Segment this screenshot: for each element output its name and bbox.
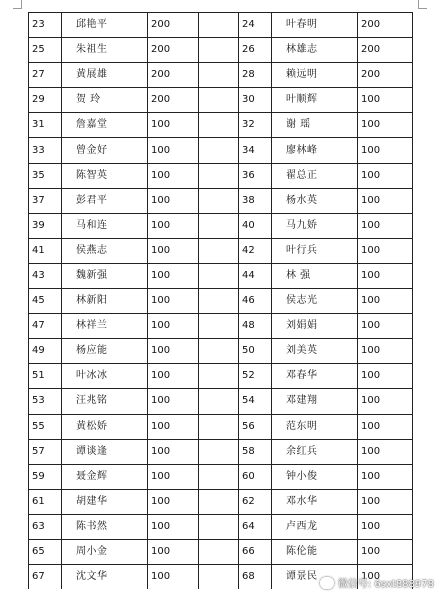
blank-cell [199, 63, 239, 88]
blank-cell [199, 263, 239, 288]
right-name-cell: 范东明 [272, 414, 358, 439]
left-name-cell: 詹嘉堂 [62, 113, 148, 138]
left-amount-cell: 200 [148, 88, 199, 113]
left-number-cell: 25 [29, 38, 62, 63]
right-name-cell: 陈伦能 [272, 539, 358, 564]
right-amount-cell: 100 [358, 88, 413, 113]
right-number-cell: 42 [239, 238, 272, 263]
left-name-cell: 沈文华 [62, 565, 148, 590]
left-amount-cell: 100 [148, 539, 199, 564]
left-amount-cell: 100 [148, 314, 199, 339]
right-name-cell: 杨水英 [272, 188, 358, 213]
right-number-cell: 34 [239, 138, 272, 163]
table-row [29, 138, 413, 163]
right-amount-cell: 100 [358, 464, 413, 489]
right-amount-cell: 100 [358, 289, 413, 314]
left-amount-cell: 100 [148, 238, 199, 263]
table-row [29, 263, 413, 288]
right-name-cell: 刘美英 [272, 339, 358, 364]
left-amount-cell: 100 [148, 113, 199, 138]
blank-cell [199, 238, 239, 263]
table-row [29, 38, 413, 63]
right-number-cell: 58 [239, 439, 272, 464]
right-number-cell: 60 [239, 464, 272, 489]
table-row [29, 539, 413, 564]
left-name-cell: 马和连 [62, 213, 148, 238]
wechat-icon [320, 577, 334, 589]
right-amount-cell: 100 [358, 238, 413, 263]
right-name-cell: 邓建翔 [272, 389, 358, 414]
left-amount-cell: 100 [148, 464, 199, 489]
right-amount-cell: 100 [358, 188, 413, 213]
left-name-cell: 黄展雄 [62, 63, 148, 88]
right-amount-cell: 200 [358, 13, 413, 38]
table-row [29, 88, 413, 113]
right-number-cell: 44 [239, 263, 272, 288]
blank-cell [199, 113, 239, 138]
left-amount-cell: 100 [148, 339, 199, 364]
left-amount-cell: 100 [148, 514, 199, 539]
left-name-cell: 杨应能 [62, 339, 148, 364]
left-number-cell: 67 [29, 565, 62, 590]
watermark-text: 微信号: 6sxt888978 [337, 579, 434, 590]
right-number-cell: 32 [239, 113, 272, 138]
table-row [29, 364, 413, 389]
right-number-cell: 62 [239, 489, 272, 514]
left-number-cell: 49 [29, 339, 62, 364]
blank-cell [199, 188, 239, 213]
donation-table [28, 12, 413, 589]
left-number-cell: 45 [29, 289, 62, 314]
left-number-cell: 59 [29, 464, 62, 489]
right-name-cell: 谭景民 [272, 565, 358, 590]
page-corner-mark-right [418, 0, 427, 9]
blank-cell [199, 464, 239, 489]
left-name-cell: 叶冰冰 [62, 364, 148, 389]
left-name-cell: 林祥兰 [62, 314, 148, 339]
right-amount-cell: 100 [358, 539, 413, 564]
blank-cell [199, 489, 239, 514]
table-row [29, 289, 413, 314]
blank-cell [199, 289, 239, 314]
right-name-cell: 廖林峰 [272, 138, 358, 163]
right-name-cell: 谢 瑶 [272, 113, 358, 138]
right-number-cell: 40 [239, 213, 272, 238]
right-number-cell: 48 [239, 314, 272, 339]
table-row [29, 514, 413, 539]
right-name-cell: 翟总正 [272, 163, 358, 188]
left-number-cell: 27 [29, 63, 62, 88]
table-row [29, 238, 413, 263]
right-name-cell: 赖远明 [272, 63, 358, 88]
table-row [29, 163, 413, 188]
left-amount-cell: 100 [148, 439, 199, 464]
right-name-cell: 林 强 [272, 263, 358, 288]
left-number-cell: 35 [29, 163, 62, 188]
right-number-cell: 24 [239, 13, 272, 38]
right-number-cell: 36 [239, 163, 272, 188]
left-name-cell: 林新阳 [62, 289, 148, 314]
table-row [29, 13, 413, 38]
left-name-cell: 贺 玲 [62, 88, 148, 113]
left-amount-cell: 100 [148, 414, 199, 439]
right-name-cell: 林雄志 [272, 38, 358, 63]
left-number-cell: 57 [29, 439, 62, 464]
right-number-cell: 64 [239, 514, 272, 539]
table-row [29, 464, 413, 489]
left-number-cell: 65 [29, 539, 62, 564]
right-number-cell: 30 [239, 88, 272, 113]
left-number-cell: 39 [29, 213, 62, 238]
right-name-cell: 钟小俊 [272, 464, 358, 489]
table-row [29, 439, 413, 464]
left-name-cell: 侯燕志 [62, 238, 148, 263]
table-body [29, 13, 413, 590]
left-name-cell: 陈智英 [62, 163, 148, 188]
left-name-cell: 聂金辉 [62, 464, 148, 489]
left-number-cell: 53 [29, 389, 62, 414]
right-amount-cell: 100 [358, 138, 413, 163]
right-amount-cell: 100 [358, 389, 413, 414]
left-amount-cell: 100 [148, 263, 199, 288]
watermark [320, 575, 434, 590]
left-name-cell: 彭君平 [62, 188, 148, 213]
blank-cell [199, 13, 239, 38]
left-amount-cell: 100 [148, 289, 199, 314]
right-amount-cell: 100 [358, 213, 413, 238]
right-amount-cell: 100 [358, 113, 413, 138]
right-number-cell: 52 [239, 364, 272, 389]
left-amount-cell: 100 [148, 163, 199, 188]
blank-cell [199, 339, 239, 364]
left-number-cell: 47 [29, 314, 62, 339]
blank-cell [199, 414, 239, 439]
left-number-cell: 29 [29, 88, 62, 113]
blank-cell [199, 514, 239, 539]
right-name-cell: 余红兵 [272, 439, 358, 464]
left-number-cell: 61 [29, 489, 62, 514]
left-number-cell: 23 [29, 13, 62, 38]
blank-cell [199, 163, 239, 188]
blank-cell [199, 88, 239, 113]
left-number-cell: 31 [29, 113, 62, 138]
right-amount-cell: 200 [358, 38, 413, 63]
left-number-cell: 43 [29, 263, 62, 288]
table-row [29, 314, 413, 339]
blank-cell [199, 565, 239, 590]
blank-cell [199, 138, 239, 163]
right-number-cell: 50 [239, 339, 272, 364]
right-amount-cell: 100 [358, 364, 413, 389]
left-amount-cell: 100 [148, 188, 199, 213]
blank-cell [199, 439, 239, 464]
right-amount-cell: 100 [358, 439, 413, 464]
table-row [29, 339, 413, 364]
right-name-cell: 侯志光 [272, 289, 358, 314]
right-amount-cell: 100 [358, 163, 413, 188]
right-amount-cell: 100 [358, 489, 413, 514]
page-corner-mark-left [13, 0, 22, 9]
right-name-cell: 马九娇 [272, 213, 358, 238]
table-row [29, 389, 413, 414]
left-amount-cell: 100 [148, 565, 199, 590]
left-amount-cell: 100 [148, 364, 199, 389]
table-row [29, 63, 413, 88]
right-amount-cell: 200 [358, 63, 413, 88]
table-row [29, 188, 413, 213]
left-name-cell: 谭谈逢 [62, 439, 148, 464]
left-number-cell: 51 [29, 364, 62, 389]
right-name-cell: 叶春明 [272, 13, 358, 38]
left-number-cell: 33 [29, 138, 62, 163]
left-name-cell: 黄松娇 [62, 414, 148, 439]
right-amount-cell: 100 [358, 565, 413, 590]
left-number-cell: 63 [29, 514, 62, 539]
table-row [29, 414, 413, 439]
right-name-cell: 邓春华 [272, 364, 358, 389]
right-number-cell: 68 [239, 565, 272, 590]
table-row [29, 113, 413, 138]
left-name-cell: 魏新强 [62, 263, 148, 288]
right-amount-cell: 100 [358, 339, 413, 364]
left-amount-cell: 200 [148, 38, 199, 63]
blank-cell [199, 539, 239, 564]
table-row [29, 489, 413, 514]
right-number-cell: 26 [239, 38, 272, 63]
left-name-cell: 汪兆铭 [62, 389, 148, 414]
right-amount-cell: 100 [358, 514, 413, 539]
left-number-cell: 55 [29, 414, 62, 439]
right-name-cell: 叶行兵 [272, 238, 358, 263]
right-amount-cell: 100 [358, 314, 413, 339]
blank-cell [199, 364, 239, 389]
left-name-cell: 陈书然 [62, 514, 148, 539]
left-name-cell: 曾金好 [62, 138, 148, 163]
left-amount-cell: 100 [148, 213, 199, 238]
blank-cell [199, 38, 239, 63]
blank-cell [199, 314, 239, 339]
right-name-cell: 卢西龙 [272, 514, 358, 539]
blank-cell [199, 213, 239, 238]
left-amount-cell: 200 [148, 13, 199, 38]
table-row [29, 213, 413, 238]
left-number-cell: 41 [29, 238, 62, 263]
left-name-cell: 朱祖生 [62, 38, 148, 63]
left-amount-cell: 100 [148, 489, 199, 514]
left-name-cell: 周小金 [62, 539, 148, 564]
right-number-cell: 46 [239, 289, 272, 314]
left-name-cell: 邱艳平 [62, 13, 148, 38]
right-name-cell: 刘娟娟 [272, 314, 358, 339]
left-name-cell: 胡建华 [62, 489, 148, 514]
right-amount-cell: 100 [358, 263, 413, 288]
left-amount-cell: 100 [148, 389, 199, 414]
left-amount-cell: 200 [148, 63, 199, 88]
right-number-cell: 56 [239, 414, 272, 439]
right-name-cell: 邓水华 [272, 489, 358, 514]
right-name-cell: 叶顺辉 [272, 88, 358, 113]
right-amount-cell: 100 [358, 414, 413, 439]
right-number-cell: 54 [239, 389, 272, 414]
right-number-cell: 38 [239, 188, 272, 213]
right-number-cell: 66 [239, 539, 272, 564]
right-number-cell: 28 [239, 63, 272, 88]
blank-cell [199, 389, 239, 414]
left-amount-cell: 100 [148, 138, 199, 163]
left-number-cell: 37 [29, 188, 62, 213]
